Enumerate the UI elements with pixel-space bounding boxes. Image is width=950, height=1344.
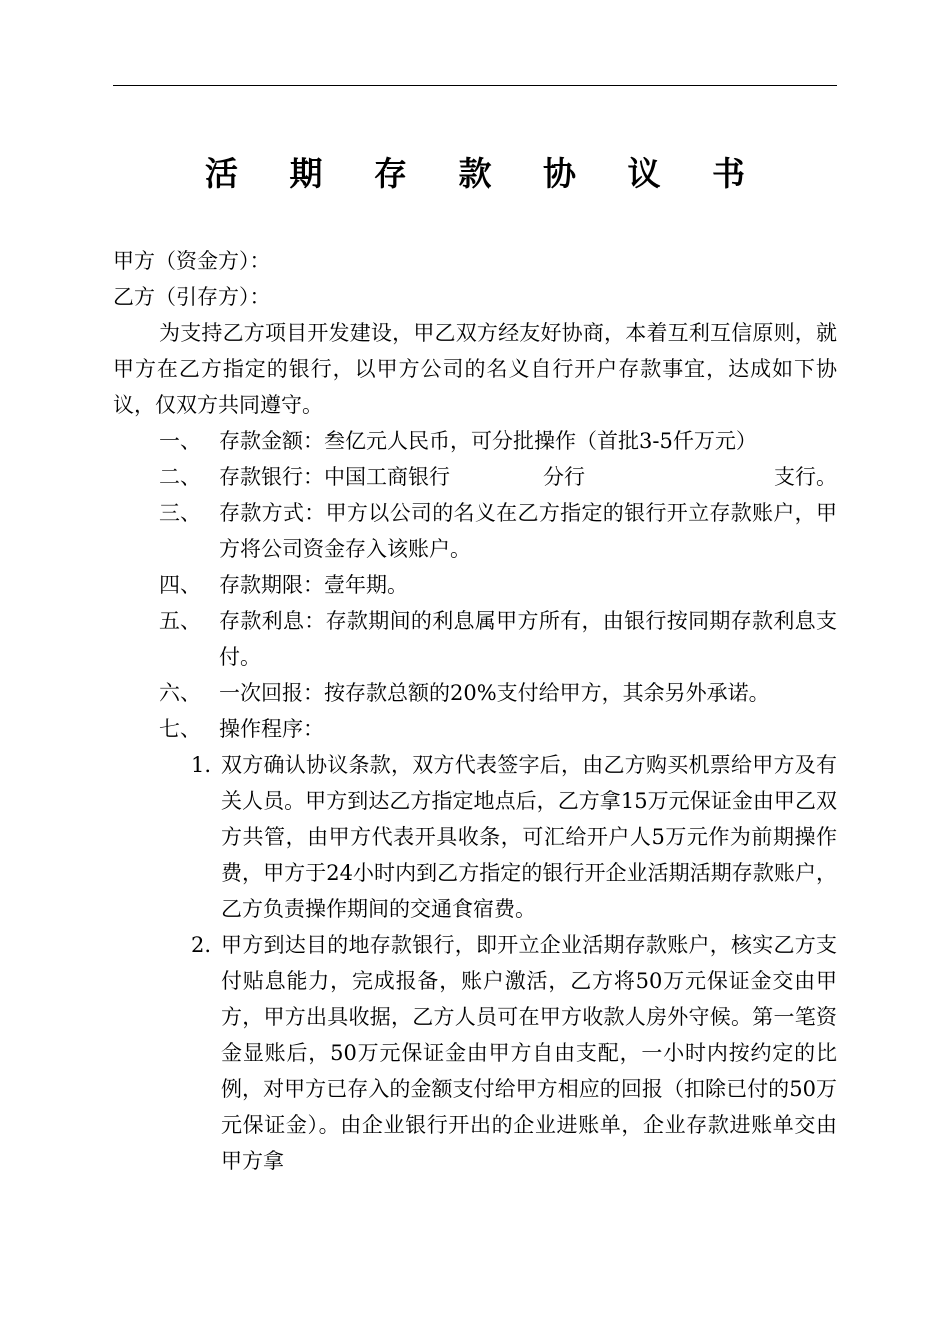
- clause-text: 存款方式：甲方以公司的名义在乙方指定的银行开立存款账户，甲方将公司资金存入该账户。: [219, 501, 837, 561]
- clause-2: [113, 459, 837, 495]
- clause-number: 四、: [159, 573, 201, 597]
- bank-name: 存款银行：中国工商银行: [219, 465, 450, 489]
- clause-number: 七、: [159, 717, 201, 741]
- document-title: 活 期 存 款 协 议 书: [205, 154, 765, 193]
- clause-number: 一、: [159, 429, 201, 453]
- clause-6: [113, 675, 837, 711]
- clause-text: 存款期限：壹年期。: [219, 573, 408, 597]
- step-text: 双方确认协议条款，双方代表签字后，由乙方购买机票给甲方及有关人员。甲方到达乙方指定地点后，乙方拿15万元保证金由甲乙双方共管，由甲方代表开具收条，可汇给开户人5万元作为前期操作费，甲方于24小时内到乙方指定的银行开企业活期活期存款账户，乙方负责操作期间的交通食宿费。: [221, 753, 837, 921]
- party-a-line: 甲方（资金方）：: [113, 249, 271, 273]
- clause-text: 一次回报：按存款总额的20%支付给甲方，其余另外承诺。: [219, 681, 770, 705]
- step-number: 1.: [191, 753, 212, 777]
- clause-number: 三、: [159, 501, 201, 525]
- clause-3: [113, 495, 837, 567]
- clause-number: 二、: [159, 465, 201, 489]
- bank-sub-branch-label: 支行。: [774, 465, 837, 489]
- procedure-step-2: [113, 927, 837, 1179]
- clause-5: [113, 603, 837, 675]
- header-rule: [113, 85, 837, 86]
- bank-branch-label: 分行: [543, 465, 585, 489]
- party-b-line: 乙方（引存方）：: [113, 285, 271, 309]
- clause-text: 操作程序：: [219, 717, 324, 741]
- step-text: 甲方到达目的地存款银行，即开立企业活期存款账户，核实乙方支付贴息能力，完成报备，账户激活，乙方将50万元保证金交由甲方，甲方出具收据，乙方人员可在甲方收款人房外守候。第一笔资金显账后，50万元保证金由甲方自由支配，一小时内按约定的比例，对甲方已存入的金额支付给甲方相应的回报（扣除已付的50万元保证金）。由企业银行开出的企业进账单，企业存款进账单交由甲方拿: [221, 933, 837, 1173]
- clause-text: 存款金额：叁亿元人民币，可分批操作（首批3-5仟万元）: [219, 429, 757, 453]
- clause-4: [113, 567, 837, 603]
- clause-text: 存款利息：存款期间的利息属甲方所有，由银行按同期存款利息支付。: [219, 609, 837, 669]
- clause-7: [113, 711, 837, 747]
- clause-1: [113, 423, 837, 459]
- clause-number: 五、: [159, 609, 201, 633]
- clause-text: [219, 459, 837, 495]
- procedure-step-1: [113, 747, 837, 927]
- document-body: [113, 243, 837, 1179]
- clause-number: 六、: [159, 681, 201, 705]
- preamble-paragraph: 为支持乙方项目开发建设，甲乙双方经友好协商，本着互利互信原则，就甲方在乙方指定的银行，以甲方公司的名义自行开户存款事宜，达成如下协议，仅双方共同遵守。: [113, 321, 837, 417]
- step-number: 2.: [191, 933, 212, 957]
